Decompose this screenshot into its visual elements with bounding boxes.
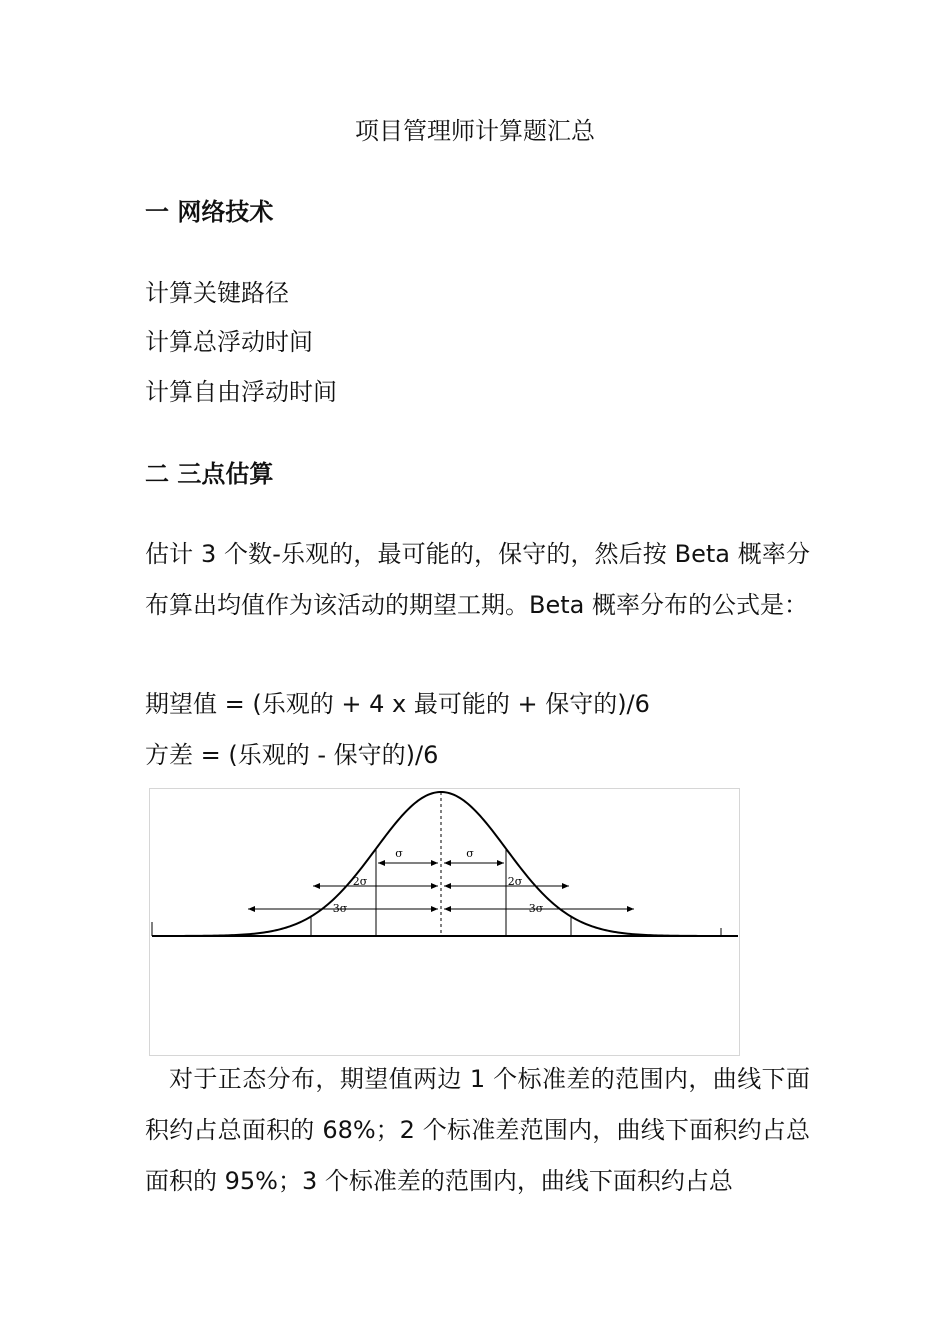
intro-paragraph: 估计 3 个数-乐观的，最可能的，保守的，然后按 Beta 概率分布算出均值作为该活动的期望工期。Beta 概率分布的公式是： xyxy=(145,540,810,619)
closing-paragraph: 对于正态分布，期望值两边 1 个标准差的范围内，曲线下面积约占总面积的 68%；2 个标准差范围内，曲线下面积约占总面积的 95%；3 个标准差的范围内，曲线下面积约占总 xyxy=(145,1065,810,1195)
sigma-label-3-right: 3σ xyxy=(528,902,544,915)
normal-distribution-figure xyxy=(149,788,740,1056)
normal-curve-diagram xyxy=(150,789,741,1057)
sigma-lines xyxy=(246,792,636,936)
list-item: 计算关键路径 xyxy=(145,279,289,307)
sigma-label-2-right: 2σ xyxy=(507,875,523,888)
sigma-label-3-left: 3σ xyxy=(332,902,348,915)
section-heading-network: 一 网络技术 xyxy=(145,198,274,226)
formula-expectation: 期望值 = (乐观的 + 4 x 最可能的 + 保守的)/6 xyxy=(145,690,650,718)
section-heading-three-point: 二 三点估算 xyxy=(145,460,274,488)
list-item: 计算总浮动时间 xyxy=(145,328,313,356)
sigma-label-1-right: σ xyxy=(466,847,474,860)
formula-variance: 方差 = (乐观的 - 保守的)/6 xyxy=(145,741,439,769)
sigma-label-2-left: 2σ xyxy=(352,875,368,888)
list-item: 计算自由浮动时间 xyxy=(145,378,337,406)
sigma-label-1-left: σ xyxy=(395,847,403,860)
bell-curve xyxy=(152,792,720,936)
document-title: 项目管理师计算题汇总 xyxy=(355,117,595,145)
